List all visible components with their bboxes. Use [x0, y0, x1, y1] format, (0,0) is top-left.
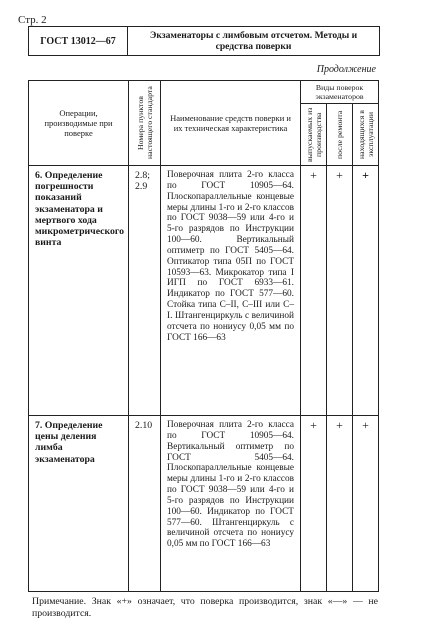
col-header-means: Наименование средств поверки и их техническая характеристика	[161, 81, 301, 166]
row-mark-service: +	[353, 166, 379, 416]
row-means: Поверочная плита 2-го класса по ГОСТ 10905—64. Вертикальный оптиметр по ГОСТ 5405—64. Плоскопараллельные концевые меры длины 1-го и 2-го классов по ГОСТ 9038—59 или 4-го и 5-го разрядов по Инструкции 100—60. Индикатор по ГОСТ 577—60. Штангенциркуль с величиной отсчета по нониусу 0,05 мм по ГОСТ 166—63	[161, 416, 301, 592]
document-title: Экзаменаторы с лимбовым отсчетом. Методы и средства поверки	[149, 30, 358, 52]
col-header-points	[129, 81, 161, 166]
col-header-kind-repair	[327, 104, 353, 166]
table-row	[29, 166, 379, 416]
row-points: 2.10	[129, 416, 161, 592]
row-mark-new: +	[301, 166, 327, 416]
page-number: Стр. 2	[18, 14, 47, 26]
row-means: Поверочная плита 2-го класса по ГОСТ 10905—64. Плоскопараллельные концевые меры длины 1-го и 2-го классов по ГОСТ 9038—59 или 4-го и 5-го разрядов по Инструкции 100—60. Вертикальный оптиметр по ГОСТ 5405—64. Оптикатор типа 05П по ГОСТ 10593—63. Микрокатор типа I ИГП по ГОСТ 6933—61. Индикатор по ГОСТ 577—60. Стойка типа С–II, С–III или С–I. Штангенциркуль с величиной отсчета по нониусу 0,05 мм по ГОСТ 166—63	[161, 166, 301, 416]
row-mark-new: +	[301, 416, 327, 592]
table-row	[29, 416, 379, 592]
col-header-operations: Операции, производимые при поверке	[29, 81, 129, 166]
col-header-kind-new-text: выпускаемых из производства	[304, 107, 323, 162]
table-note: Примечание. Знак «+» означает, что поверка производится, знак «—» — не производится.	[32, 596, 378, 619]
row-mark-repair: +	[327, 416, 353, 592]
col-header-kind-new	[301, 104, 327, 166]
col-header-kinds: Виды поверок экзаменаторов	[301, 81, 379, 104]
continuation-label: Продолжение	[316, 64, 376, 75]
col-header-points-text: Номера пунктов настоящего стандарта	[135, 86, 154, 160]
row-operation: 6. Определение погрешности показаний экзаменатора и мертвого хода микрометрического винта	[29, 166, 129, 416]
document-header	[28, 26, 380, 56]
verification-table	[28, 80, 379, 592]
col-header-kind-service	[353, 104, 379, 166]
row-points: 2.8; 2.9	[129, 166, 161, 416]
col-header-kind-service-text: находящихся в эксплуатации	[356, 110, 375, 159]
standard-number: ГОСТ 13012—67	[29, 27, 128, 55]
row-mark-repair: +	[327, 166, 353, 416]
row-operation: 7. Определение цены деления лимба экзаменатора	[29, 416, 129, 592]
col-header-kind-repair-text: после ремонта	[335, 110, 344, 159]
row-mark-service: +	[353, 416, 379, 592]
